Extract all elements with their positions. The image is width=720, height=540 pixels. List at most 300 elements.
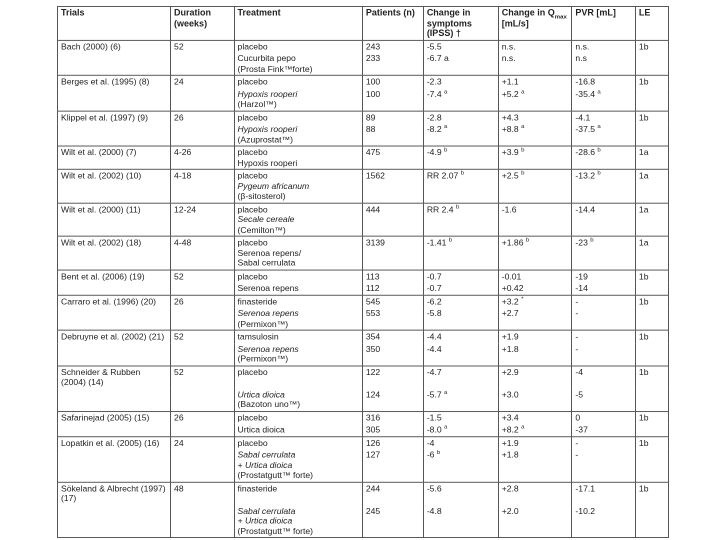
patients-value: 233 [365, 53, 381, 64]
treatment-cell [234, 505, 362, 538]
duration-value: 52 [174, 271, 184, 281]
treatment-cell [234, 88, 362, 111]
table-row [58, 88, 669, 111]
duration-cell [171, 449, 235, 482]
ipss-value: -2.8 [426, 112, 442, 122]
ipss-cell [423, 424, 498, 437]
le-cell [635, 424, 668, 437]
pvr-value: -4.1 [575, 112, 591, 122]
ipss-footnote: b [460, 170, 465, 177]
trial-cell [58, 295, 171, 308]
patients-value: 444 [365, 204, 381, 214]
pvr-cell [572, 282, 636, 295]
qmax-cell [498, 75, 572, 88]
patients-cell [362, 111, 423, 124]
patients-cell [362, 424, 423, 437]
trial-cell [58, 307, 171, 330]
duration-cell [171, 203, 235, 236]
pvr-cell [572, 236, 636, 269]
duration-cell [171, 366, 235, 389]
treatment-line: Urtica dioica [237, 389, 285, 399]
trial-name: Safarinejad (2005) (15) [61, 412, 150, 423]
treatment-line: Serenoa repens [237, 308, 299, 319]
trial-name: Wilt et al. (2000) (7) [61, 147, 137, 158]
trial-cell [58, 411, 171, 424]
le-value: 1b [638, 483, 649, 493]
duration-cell [171, 146, 235, 169]
qmax-value: n.s. [501, 41, 516, 52]
treatment-line: finasteride [237, 483, 278, 493]
pvr-value: -17.1 [575, 483, 596, 493]
treatment-line: placebo [237, 147, 268, 158]
patients-cell [362, 123, 423, 146]
table-row [58, 270, 669, 283]
ipss-cell [423, 411, 498, 424]
trial-cell [58, 343, 171, 366]
header-duration: Duration (weeks) [171, 6, 235, 39]
treatment-line: Hypoxis rooperi [237, 157, 298, 168]
duration-cell [171, 111, 235, 124]
header-le: LE [635, 6, 668, 39]
le-cell [635, 203, 668, 236]
trial-name: Wilt et al. (2000) (11) [61, 204, 141, 214]
qmax-cell [498, 424, 572, 437]
ipss-cell [423, 53, 498, 76]
pvr-cell [572, 111, 636, 124]
table-row [58, 236, 669, 269]
trial-name: Sökeland & Albrecht (1997) (17) [61, 483, 166, 504]
le-value: 1b [638, 76, 649, 87]
pvr-value: -23 [575, 237, 588, 248]
duration-value: 48 [174, 483, 184, 493]
duration-value: 24 [174, 76, 184, 87]
pvr-value: -37.5 [575, 124, 596, 134]
ipss-cell [423, 366, 498, 389]
qmax-cell [498, 40, 572, 53]
pvr-value: - [575, 437, 579, 448]
header-ipss: Change in symptoms (IPSS) † [423, 6, 498, 39]
pvr-value: -35.4 [575, 88, 596, 99]
ipss-value: -2.3 [426, 76, 442, 87]
treatment-cell [234, 307, 362, 330]
patients-cell [362, 75, 423, 88]
header-qmax-unit: [mL/s] [501, 18, 529, 28]
table-body [58, 40, 669, 538]
patients-value: 354 [365, 331, 381, 342]
header-pvr: PVR [mL] [572, 6, 636, 39]
treatment-cell [234, 270, 362, 283]
patients-value: 122 [365, 366, 381, 377]
qmax-value: +1.8 [501, 343, 519, 354]
duration-cell [171, 282, 235, 295]
qmax-cell [498, 236, 572, 269]
treatment-line: placebo [237, 41, 268, 52]
patients-value: 3139 [365, 237, 385, 248]
treatment-line: Pygeum africanum [237, 180, 310, 191]
pvr-value: 0 [575, 412, 581, 423]
table-row [58, 482, 669, 505]
duration-value: 4-48 [174, 237, 192, 248]
qmax-footnote: b [521, 147, 525, 154]
ipss-cell [423, 146, 498, 169]
treatment-line: (Cemilton™) [237, 224, 286, 235]
ipss-cell [423, 123, 498, 146]
trial-cell [58, 123, 171, 146]
treatment-cell [234, 40, 362, 53]
duration-value: 26 [174, 112, 184, 122]
qmax-value: +2.7 [501, 308, 519, 319]
patients-value: 113 [365, 271, 380, 281]
treatment-line: Hypoxis rooperi [237, 88, 298, 99]
treatment-cell [234, 411, 362, 424]
treatment-line: Cucurbita pepo [237, 53, 296, 64]
table-row [58, 330, 669, 343]
treatment-cell [234, 111, 362, 124]
qmax-cell [498, 482, 572, 505]
ipss-value: RR 2.07 [426, 170, 459, 181]
pvr-cell [572, 40, 636, 53]
ipss-value: RR 2.4 [426, 204, 454, 214]
treatment-line: placebo [237, 76, 268, 87]
trial-name: Debruyne et al. (2002) (21) [61, 331, 165, 342]
pvr-value: n.s. [575, 41, 590, 52]
le-value: 1b [638, 331, 649, 342]
pvr-cell [572, 505, 636, 538]
qmax-value: +2.5 [501, 170, 519, 181]
ipss-cell [423, 88, 498, 111]
qmax-value: n.s. [501, 53, 516, 64]
le-value: 1a [638, 147, 649, 158]
table-row [58, 169, 669, 202]
ipss-value: -6.2 [426, 296, 442, 306]
duration-value: 4-26 [174, 147, 192, 158]
le-cell [635, 449, 668, 482]
treatment-cell [234, 449, 362, 482]
pvr-value: -37 [575, 424, 588, 435]
le-value: 1b [638, 41, 649, 52]
pvr-cell [572, 75, 636, 88]
table-row [58, 53, 669, 76]
le-cell [635, 75, 668, 88]
ipss-value: -5.6 [426, 483, 442, 493]
treatment-cell [234, 436, 362, 449]
ipss-value: -4.4 [426, 331, 442, 342]
pvr-value: - [575, 296, 579, 306]
ipss-cell [423, 169, 498, 202]
trial-cell [58, 53, 171, 76]
ipss-footnote: a [444, 424, 448, 431]
treatment-line: placebo [237, 204, 268, 214]
qmax-value: +2.8 [501, 483, 519, 493]
trial-cell [58, 424, 171, 437]
ipss-cell [423, 330, 498, 343]
ipss-value: -5.7 [426, 389, 442, 399]
trial-cell [58, 505, 171, 538]
patients-value: 545 [365, 296, 381, 306]
qmax-value: +8.2 [501, 424, 519, 435]
duration-value: 52 [174, 366, 184, 377]
qmax-value: +0.42 [501, 283, 524, 293]
duration-cell [171, 88, 235, 111]
le-cell [635, 343, 668, 366]
qmax-cell [498, 411, 572, 424]
ipss-value: -5.5 [426, 41, 442, 52]
treatment-line: + Urtica dioica [237, 459, 293, 470]
qmax-value: +1.86 [501, 237, 524, 248]
le-cell [635, 505, 668, 538]
trial-name: Carraro et al. (1996) (20) [61, 296, 157, 306]
treatment-line: Serenoa repens [237, 283, 299, 293]
duration-cell [171, 411, 235, 424]
duration-cell [171, 330, 235, 343]
treatment-cell [234, 123, 362, 146]
table-row [58, 449, 669, 482]
qmax-value: +1.9 [501, 437, 519, 448]
qmax-cell [498, 282, 572, 295]
ipss-cell [423, 236, 498, 269]
patients-cell [362, 282, 423, 295]
trial-cell [58, 282, 171, 295]
qmax-cell [498, 88, 572, 111]
header-row [58, 6, 669, 39]
ipss-cell [423, 282, 498, 295]
pvr-cell [572, 436, 636, 449]
patients-cell [362, 482, 423, 505]
patients-value: 305 [365, 424, 381, 435]
treatment-line: Sabal cerrulata [237, 505, 296, 516]
patients-value: 245 [365, 505, 381, 516]
pvr-value: -19 [575, 271, 588, 281]
ipss-cell [423, 40, 498, 53]
qmax-footnote: a [521, 88, 525, 95]
patients-cell [362, 366, 423, 389]
le-value: 1b [638, 112, 649, 122]
le-value: 1a [638, 170, 649, 181]
pvr-cell [572, 388, 636, 411]
duration-cell [171, 270, 235, 283]
treatment-line: placebo [237, 412, 268, 423]
patients-cell [362, 40, 423, 53]
patients-value: 100 [365, 76, 381, 87]
pvr-value: -14 [575, 283, 588, 293]
ipss-cell [423, 343, 498, 366]
le-cell [635, 270, 668, 283]
qmax-value: +2.9 [501, 366, 519, 377]
duration-value: 26 [174, 412, 184, 423]
qmax-value: +3.9 [501, 147, 519, 158]
le-cell [635, 295, 668, 308]
le-cell [635, 40, 668, 53]
pvr-cell [572, 53, 636, 76]
pvr-value: -4 [575, 366, 584, 377]
duration-cell [171, 505, 235, 538]
treatment-line: + Urtica dioica [237, 515, 293, 526]
treatment-cell [234, 482, 362, 505]
trial-cell [58, 330, 171, 343]
pvr-value: -16.8 [575, 76, 596, 87]
patients-cell [362, 343, 423, 366]
patients-cell [362, 295, 423, 308]
treatment-line: (Prosta Fink™forte) [237, 63, 313, 74]
ipss-footnote: b [455, 204, 460, 211]
treatment-cell [234, 366, 362, 389]
le-cell [635, 282, 668, 295]
qmax-cell [498, 270, 572, 283]
trial-cell [58, 88, 171, 111]
patients-cell [362, 505, 423, 538]
ipss-footnote: b [436, 449, 441, 456]
ipss-value: -8.0 [426, 424, 442, 435]
le-cell [635, 366, 668, 389]
le-cell [635, 169, 668, 202]
trial-cell [58, 388, 171, 411]
pvr-cell [572, 482, 636, 505]
qmax-value: +3.0 [501, 389, 519, 399]
pvr-footnote: b [597, 147, 601, 154]
patients-value: 124 [365, 389, 381, 399]
qmax-value: +3.4 [501, 412, 519, 423]
treatment-cell [234, 424, 362, 437]
header-treatment: Treatment [234, 6, 362, 39]
pvr-cell [572, 411, 636, 424]
ipss-value: -0.7 [426, 271, 442, 281]
pvr-value: - [575, 449, 579, 460]
trial-cell [58, 366, 171, 389]
treatment-cell [234, 169, 362, 202]
header-qmax-prefix: Change in Q [501, 7, 555, 18]
pvr-value: - [575, 343, 579, 354]
table-row [58, 436, 669, 449]
duration-cell [171, 295, 235, 308]
treatment-line: Serenoa repens [237, 343, 299, 354]
duration-value: 12-24 [174, 204, 197, 214]
duration-cell [171, 436, 235, 449]
pvr-value: - [575, 308, 579, 319]
le-cell [635, 123, 668, 146]
treatment-line: (Permixon™) [237, 318, 289, 329]
header-trials: Trials [58, 6, 171, 39]
pvr-cell [572, 343, 636, 366]
le-cell [635, 88, 668, 111]
patients-cell [362, 270, 423, 283]
ipss-footnote: b [448, 237, 453, 244]
ipss-footnote: b [444, 147, 448, 154]
pvr-cell [572, 449, 636, 482]
table-row [58, 505, 669, 538]
pvr-cell [572, 424, 636, 437]
trial-cell [58, 40, 171, 53]
table-row [58, 366, 669, 389]
pvr-cell [572, 307, 636, 330]
duration-value: 26 [174, 296, 184, 306]
duration-cell [171, 169, 235, 202]
treatment-line: placebo [237, 271, 268, 281]
treatment-line: Hypoxis rooperi [237, 124, 298, 134]
qmax-footnote: b [525, 237, 530, 244]
qmax-cell [498, 330, 572, 343]
treatment-line: Sabal cerrulata [237, 449, 296, 460]
duration-cell [171, 388, 235, 411]
duration-value: 52 [174, 41, 184, 52]
trial-cell [58, 203, 171, 236]
treatment-line: placebo [237, 237, 268, 248]
qmax-footnote: * [521, 296, 524, 303]
qmax-value: +5.2 [501, 88, 519, 99]
pvr-cell [572, 203, 636, 236]
patients-value: 89 [365, 112, 376, 122]
trial-name: Klippel et al. (1997) (9) [61, 112, 148, 122]
qmax-value: +8.8 [501, 124, 519, 134]
ipss-cell [423, 111, 498, 124]
trial-name: Berges et al. (1995) (8) [61, 76, 150, 87]
le-value: 1b [638, 296, 649, 306]
table-row [58, 295, 669, 308]
pvr-cell [572, 366, 636, 389]
pvr-footnote: a [597, 124, 601, 131]
patients-value: 100 [365, 88, 381, 99]
trial-name: Wilt et al. (2002) (18) [61, 237, 142, 248]
patients-value: 127 [365, 449, 381, 460]
treatment-line: placebo [237, 437, 268, 448]
treatment-cell [234, 295, 362, 308]
table-row [58, 388, 669, 411]
le-value: 1b [638, 412, 649, 423]
treatment-line: finasteride [237, 296, 278, 306]
treatment-line: placebo [237, 170, 268, 181]
duration-cell [171, 424, 235, 437]
pvr-value: -14.4 [575, 204, 596, 214]
qmax-footnote: a [521, 124, 525, 131]
patients-cell [362, 53, 423, 76]
pvr-cell [572, 169, 636, 202]
qmax-footnote: a [521, 424, 525, 431]
treatment-line: Serenoa repens/ [237, 247, 302, 258]
ipss-cell [423, 388, 498, 411]
ipss-cell [423, 482, 498, 505]
qmax-cell [498, 307, 572, 330]
qmax-cell [498, 436, 572, 449]
ipss-value: -4 [426, 437, 435, 448]
le-cell [635, 388, 668, 411]
table-row [58, 40, 669, 53]
trial-name: Bach (2000) (6) [61, 41, 121, 52]
trial-cell [58, 270, 171, 283]
treatment-cell [234, 330, 362, 343]
le-cell [635, 236, 668, 269]
ipss-value: -1.41 [426, 237, 447, 248]
pvr-cell [572, 146, 636, 169]
ipss-cell [423, 75, 498, 88]
le-cell [635, 307, 668, 330]
le-cell [635, 330, 668, 343]
treatment-line: placebo [237, 366, 268, 377]
pvr-footnote: a [597, 88, 601, 95]
pvr-cell [572, 295, 636, 308]
patients-cell [362, 169, 423, 202]
table-row [58, 424, 669, 437]
duration-cell [171, 123, 235, 146]
ipss-value: -7.4 [426, 88, 442, 99]
ipss-cell [423, 505, 498, 538]
treatment-cell [234, 203, 362, 236]
table-row [58, 203, 669, 236]
pvr-value: n.s [575, 53, 587, 64]
patients-value: 243 [365, 41, 381, 52]
qmax-value: +2.0 [501, 505, 519, 516]
table-row [58, 307, 669, 330]
duration-cell [171, 482, 235, 505]
patients-value: 350 [365, 343, 381, 354]
